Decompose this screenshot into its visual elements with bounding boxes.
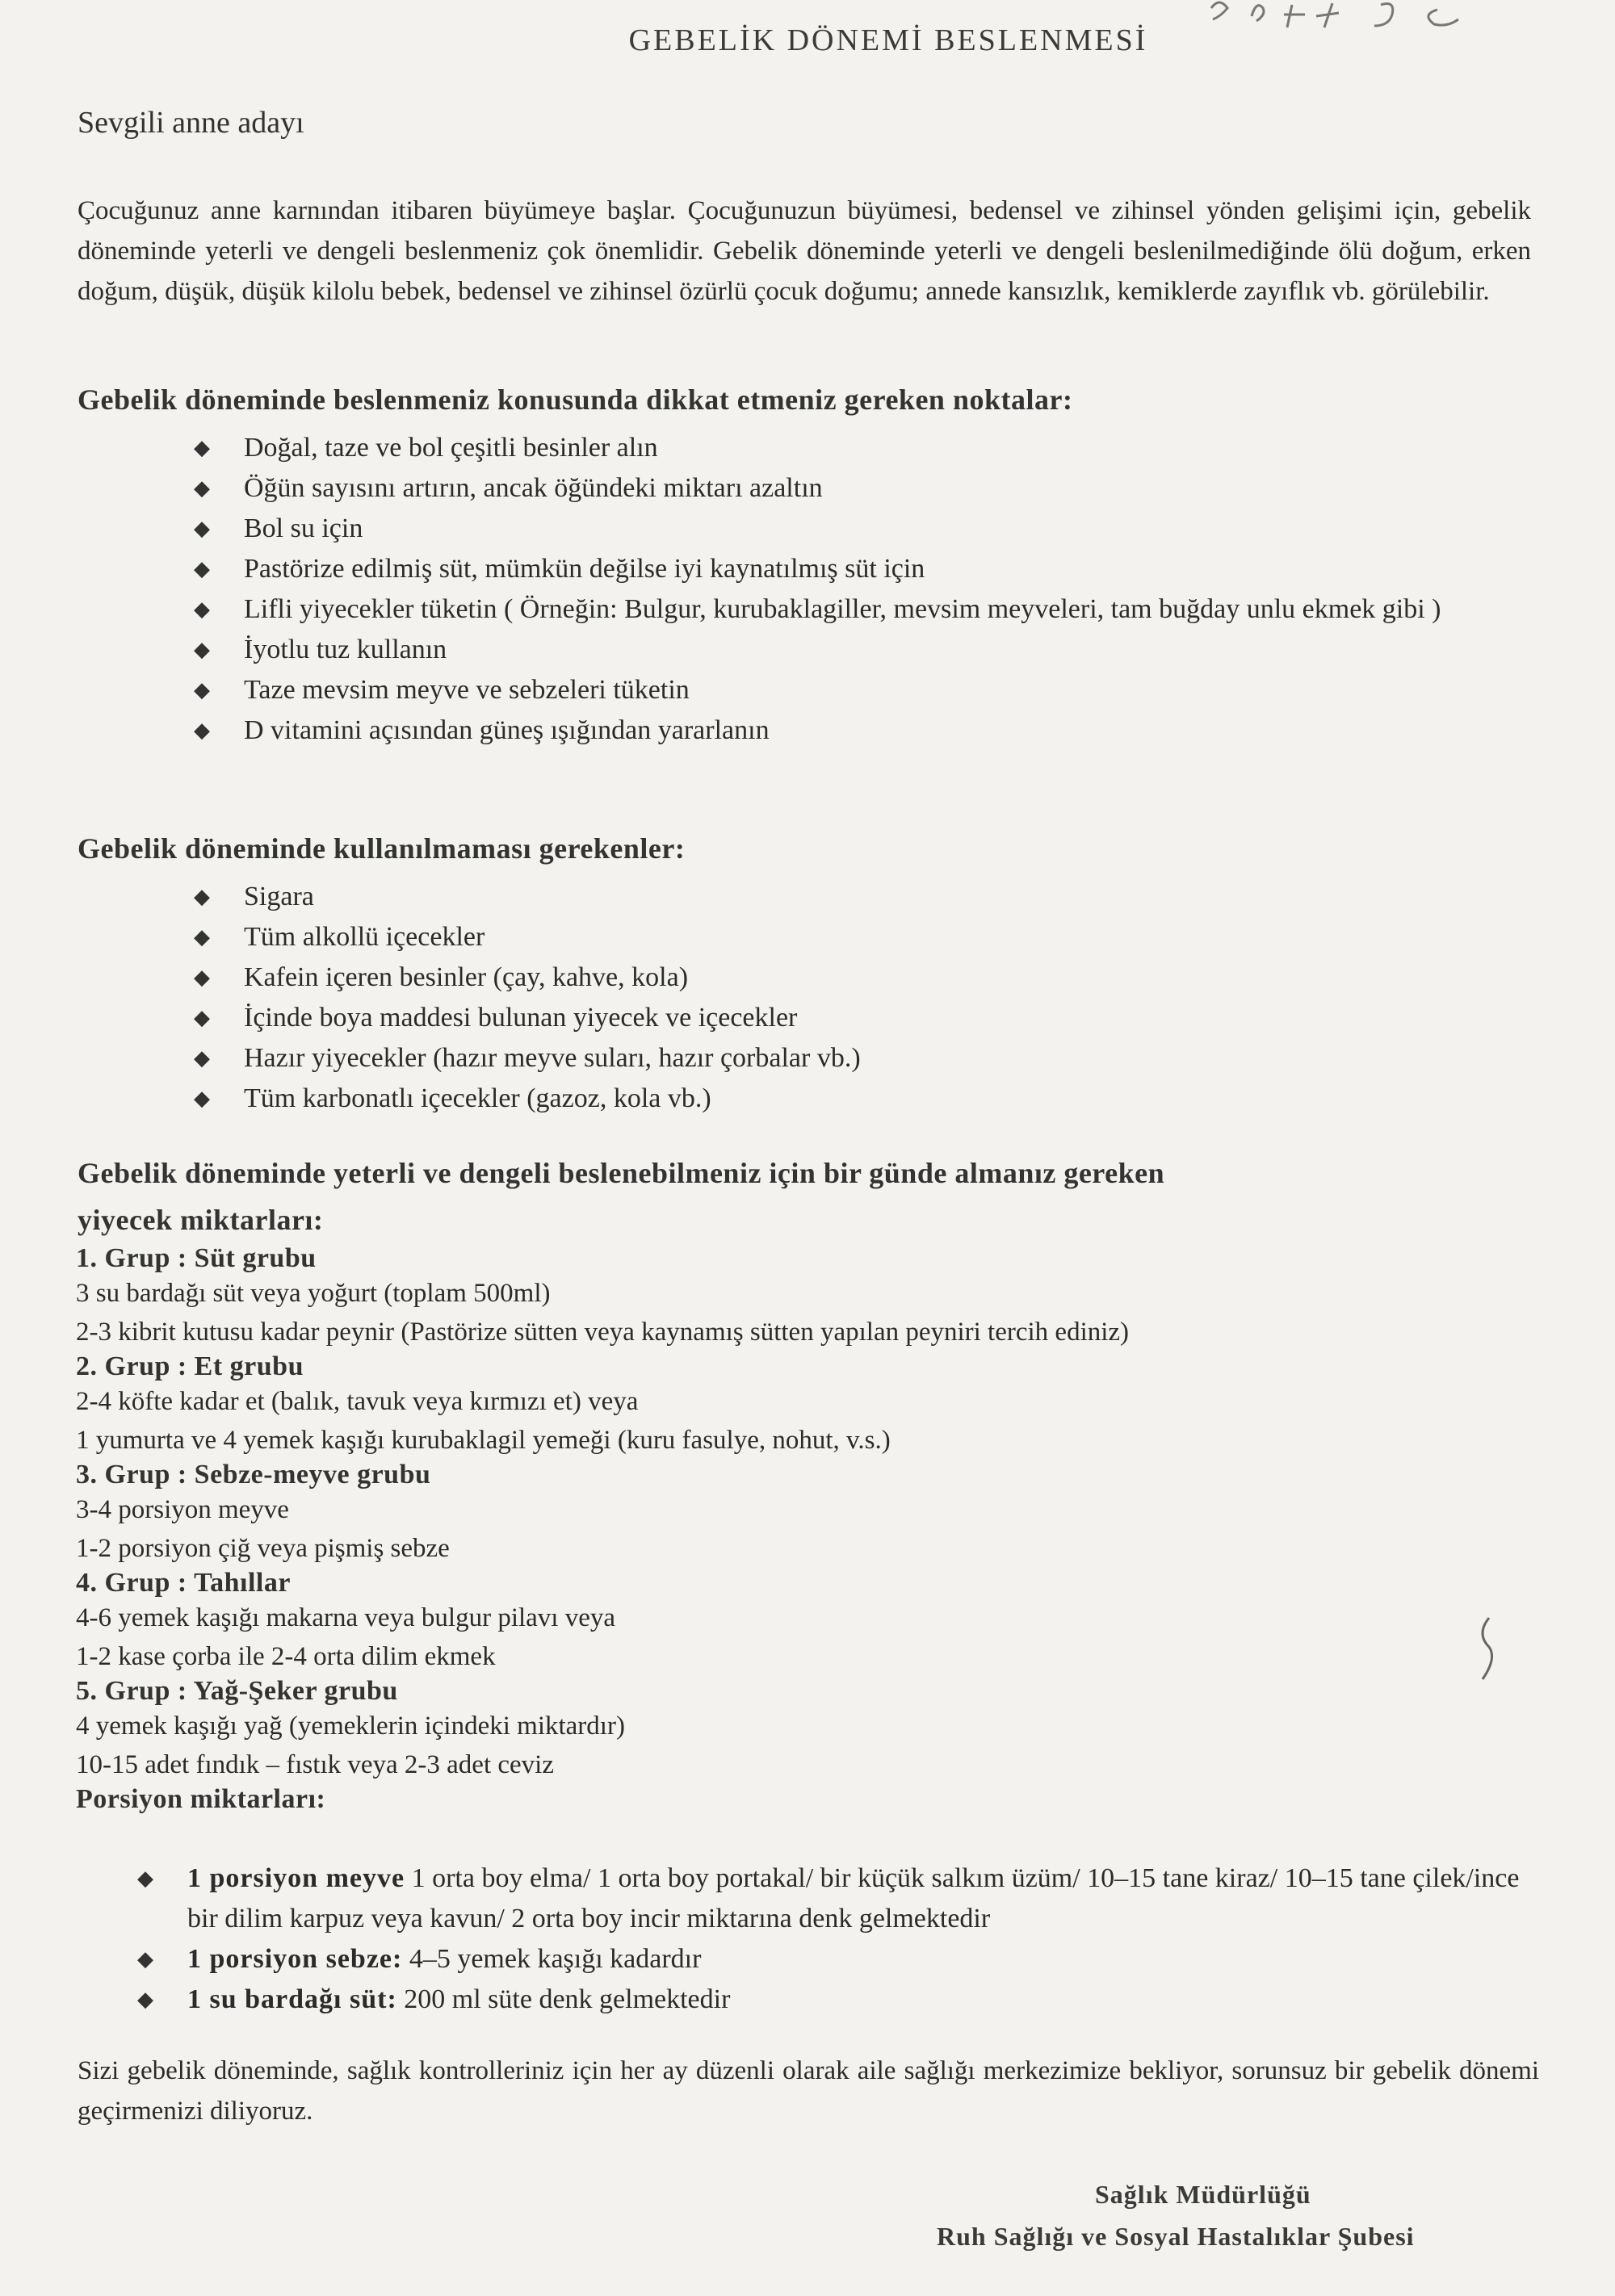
list-item: ◆ 1 porsiyon meyve 1 orta boy elma/ 1 orta boy portakal/ bir küçük salkım üzüm/ 10–15 tane kiraz/ 10–15 tane çilek/ince bir dilim karpuz veya kavun/ 2 orta boy incir miktarına denk gelmektedir (137, 1858, 1526, 1939)
bullet-icon: ◆ (194, 638, 210, 661)
bullet-icon: ◆ (194, 925, 210, 949)
list-item: ◆ D vitamini açısından güneş ışığından yararlanın (194, 710, 1518, 751)
bullet-icon: ◆ (194, 678, 210, 702)
bullet-icon: ◆ (137, 1988, 153, 2011)
group-line: 2-3 kibrit kutusu kadar peynir (Pastörize sütten veya kaynamış sütten yapılan peyniri tercih ediniz) (76, 1318, 1130, 1347)
signature-line1: Sağlık Müdürlüğü (1095, 2180, 1311, 2209)
list-item: ◆ Doğal, taze ve bol çeşitli besinler alın (194, 428, 1518, 468)
group-title: 1. Grup : Süt grubu (76, 1243, 317, 1273)
section3-heading-line2: yiyecek miktarları: (78, 1204, 324, 1236)
list-item: ◆ Kafein içeren besinler (çay, kahve, kola) (194, 957, 1518, 998)
list-item: ◆ Bol su için (194, 509, 1518, 549)
signature-line2: Ruh Sağlığı ve Sosyal Hastalıklar Şubesi (937, 2222, 1415, 2251)
group-line: 4 yemek kaşığı yağ (yemeklerin içindeki miktardır) (76, 1712, 625, 1741)
group-line: 1-2 porsiyon çiğ veya pişmiş sebze (76, 1534, 450, 1563)
group-line: 4-6 yemek kaşığı makarna veya bulgur pilavı veya (76, 1603, 616, 1632)
portions-heading: Porsiyon miktarları: (76, 1784, 326, 1814)
bullet-icon: ◆ (137, 1947, 153, 1971)
group-title: 2. Grup : Et grubu (76, 1351, 304, 1381)
bullet-icon: ◆ (194, 436, 210, 459)
list-item: ◆ Pastörize edilmiş süt, mümkün değilse iyi kaynatılmış süt için (194, 549, 1518, 589)
list-item: ◆ İyotlu tuz kullanın (194, 630, 1518, 670)
group-line: 10-15 adet fındık – fıstık veya 2-3 adet ceviz (76, 1750, 554, 1779)
margin-mark (1468, 1615, 1500, 1687)
group-title: 5. Grup : Yağ-Şeker grubu (76, 1676, 398, 1706)
list-item: ◆ Tüm karbonatlı içecekler (gazoz, kola vb.) (194, 1079, 1518, 1119)
bullet-icon: ◆ (194, 476, 210, 500)
bullet-icon: ◆ (194, 719, 210, 742)
group-line: 3 su bardağı süt veya yoğurt (toplam 500ml) (76, 1279, 551, 1308)
greeting: Sevgili anne adayı (78, 106, 304, 140)
section3-heading-line1: Gebelik döneminde yeterli ve dengeli beslenebilmeniz için bir günde almanız gereken (78, 1157, 1165, 1189)
bullet-icon: ◆ (194, 597, 210, 621)
bullet-icon: ◆ (194, 1006, 210, 1029)
group-line: 1-2 kase çorba ile 2-4 orta dilim ekmek (76, 1642, 496, 1671)
bullet-icon: ◆ (194, 517, 210, 540)
food-groups (76, 1243, 1529, 1815)
list-item: ◆ Taze mevsim meyve ve sebzeleri tüketin (194, 670, 1518, 710)
bullet-icon: ◆ (194, 885, 210, 908)
group-line: 2-4 köfte kadar et (balık, tavuk veya kırmızı et) veya (76, 1387, 639, 1416)
section1-list (194, 428, 1518, 751)
intro-paragraph: Çocuğunuz anne karnından itibaren büyümeye başlar. Çocuğunuzun büyümesi, bedensel ve zihinsel yönden gelişimi için, gebelik döneminde yeterli ve dengeli beslenmeniz çok önemlidir. Gebelik döneminde yeterli ve dengeli beslenilmediğinde ölü doğum, erken doğum, düşük, düşük kilolu bebek, bedensel ve zihinsel özürlü çocuk doğumu; annede kansızlık, kemiklerde zayıflık vb. görülebilir. (78, 196, 1531, 306)
group-title: 4. Grup : Tahıllar (76, 1568, 291, 1598)
bullet-icon: ◆ (194, 966, 210, 989)
list-item: ◆ Sigara (194, 877, 1518, 917)
section2-heading: Gebelik döneminde kullanılmaması gerekenler: (78, 832, 686, 865)
document-title: GEBELİK DÖNEMİ BESLENMESİ (628, 23, 1148, 57)
bullet-icon: ◆ (194, 557, 210, 580)
list-item: ◆ Öğün sayısını artırın, ancak öğündeki miktarı azaltın (194, 468, 1518, 509)
list-item: ◆ 1 su bardağı süt: 200 ml süte denk gelmektedir (137, 1980, 1526, 2020)
bullet-icon: ◆ (194, 1046, 210, 1070)
list-item: ◆ 1 porsiyon sebze: 4–5 yemek kaşığı kadardır (137, 1939, 1526, 1980)
section2-list (194, 877, 1518, 1119)
list-item: ◆ Lifli yiyecekler tüketin ( Örneğin: Bulgur, kurubaklagiller, mevsim meyveleri, tam buğday unlu ekmek gibi ) (194, 589, 1518, 630)
group-line: 3-4 porsiyon meyve (76, 1495, 289, 1524)
list-item: ◆ İçinde boya maddesi bulunan yiyecek ve içecekler (194, 998, 1518, 1038)
group-title: 3. Grup : Sebze-meyve grubu (76, 1460, 431, 1489)
group-line: 1 yumurta ve 4 yemek kaşığı kurubaklagil yemeği (kuru fasulye, nohut, v.s.) (76, 1426, 891, 1455)
list-item: ◆ Tüm alkollü içecekler (194, 917, 1518, 957)
portions-list (137, 1858, 1526, 2020)
section1-heading: Gebelik döneminde beslenmeniz konusunda dikkat etmeniz gereken noktalar: (78, 383, 1073, 416)
bullet-icon: ◆ (194, 1087, 210, 1110)
bullet-icon: ◆ (137, 1867, 153, 1890)
closing-paragraph: Sizi gebelik döneminde, sağlık kontrolleriniz için her ay düzenli olarak aile sağlığı merkezimize bekliyor, sorunsuz bir gebelik dönemi geçirmenizi diliyoruz. (78, 2056, 1539, 2126)
list-item: ◆ Hazır yiyecekler (hazır meyve suları, hazır çorbalar vb.) (194, 1038, 1518, 1079)
